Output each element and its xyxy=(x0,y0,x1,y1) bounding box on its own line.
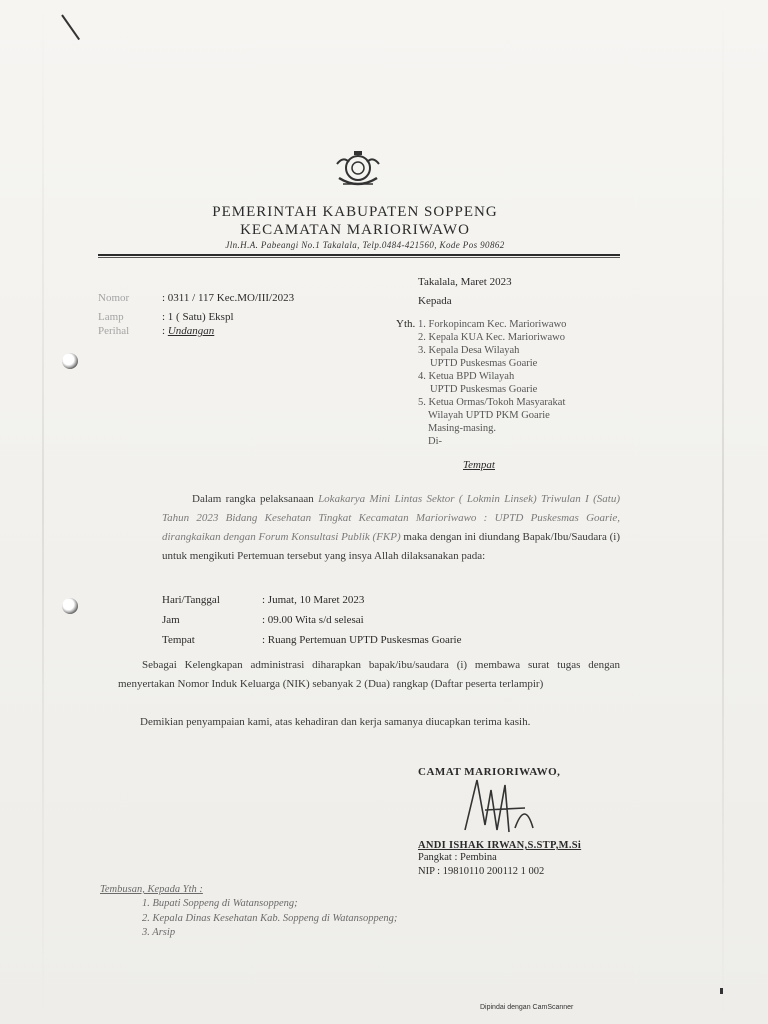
place-date: Takalala, Maret 2023 xyxy=(418,276,512,288)
letterhead-line2: KECAMATAN MARIORIWAWO xyxy=(240,222,470,238)
p1-start: Dalam rangka pelaksanaan xyxy=(192,493,319,505)
kepada-label: Kepada xyxy=(418,295,452,307)
tembusan-label: Tembusan, Kepada Yth : xyxy=(100,884,203,895)
scanner-watermark: Dipindai dengan CamScanner xyxy=(480,1004,574,1011)
tembusan-item: 2. Kepala Dinas Kesehatan Kab. Soppeng di Watansoppeng; xyxy=(142,913,398,924)
paper-right-edge xyxy=(722,0,724,1024)
p2-text: Sebagai Kelengkapan administrasi diharapkan bapak/ibu/saudara (i) membawa surat tugas dengan menyertakan Nomor Induk Keluarga (NIK) sebanyak 2 (Dua) rangkap (Daftar peserta terlampir) xyxy=(118,659,620,690)
body-paragraph-2 xyxy=(118,656,620,694)
recipient-item: 3. Kepala Desa Wilayah xyxy=(418,345,520,356)
letterhead-rule xyxy=(98,254,620,256)
recipient-item: 1. Forkopincam Kec. Marioriwawo xyxy=(418,319,567,330)
perihal-value: Undangan xyxy=(167,325,215,337)
yth-label: Yth. xyxy=(396,318,416,330)
lamp-label: Lamp xyxy=(98,311,124,323)
detail-value-date: : Jumat, 10 Maret 2023 xyxy=(262,594,365,606)
scan-speck xyxy=(720,988,723,994)
letterhead-line1: PEMERINTAH KABUPATEN SOPPENG xyxy=(212,204,498,220)
tembusan-item: 3. Arsip xyxy=(142,927,176,938)
recipient-item: UPTD Puskesmas Goarie xyxy=(430,384,538,395)
handwritten-signature-icon xyxy=(455,770,575,840)
signer-rank: Pangkat : Pembina xyxy=(418,852,497,863)
recipient-list xyxy=(418,318,718,448)
punch-hole-icon xyxy=(62,598,78,614)
letterhead-address: Jln.H.A. Pabeangi No.1 Takalala, Telp.0484-421560, Kode Pos 90862 xyxy=(225,240,505,250)
nomor-label: Nomor xyxy=(98,292,130,304)
recipient-item: Wilayah UPTD PKM Goarie xyxy=(428,410,550,421)
lamp-value: : 1 ( Satu) Ekspl xyxy=(162,311,234,323)
tempat-label: Tempat xyxy=(463,459,495,471)
tembusan-item: 1. Bupati Soppeng di Watansoppeng; xyxy=(142,898,298,909)
perihal-separator: : xyxy=(162,325,166,337)
body-paragraph-1 xyxy=(162,490,620,566)
detail-value-time: : 09.00 Wita s/d selesai xyxy=(262,614,364,626)
signer-name: ANDI ISHAK IRWAN,S.STP,M.Si xyxy=(418,840,582,851)
paper-left-edge xyxy=(42,0,44,1024)
detail-value-place: : Ruang Pertemuan UPTD Puskesmas Goarie xyxy=(262,634,462,646)
body-paragraph-3: Demikian penyampaian kami, atas kehadiran dan kerja samanya diucapkan terima kasih. xyxy=(140,716,531,728)
recipient-item: UPTD Puskesmas Goarie xyxy=(430,358,538,369)
recipient-item: 5. Ketua Ormas/Tokoh Masyarakat xyxy=(418,397,566,408)
recipient-item: 4. Ketua BPD Wilayah xyxy=(418,371,515,382)
perihal-row xyxy=(162,325,214,337)
nomor-value: : 0311 / 117 Kec.MO/III/2023 xyxy=(162,292,295,304)
government-crest-icon xyxy=(329,148,387,194)
recipient-item: 2. Kepala KUA Kec. Marioriwawo xyxy=(418,332,565,343)
p1-end: maka dengan ini diundang Bapak/Ibu/Saudara (i) untuk mengikuti Pertemuan tersebut yang insya Allah dilaksanakan pada: xyxy=(162,531,620,562)
punch-hole-icon xyxy=(62,353,78,369)
signer-title: CAMAT MARIORIWAWO, xyxy=(418,766,561,778)
detail-label-time: Jam xyxy=(162,614,180,626)
detail-label-place: Tempat xyxy=(162,634,195,646)
signer-nip: NIP : 19810110 200112 1 002 xyxy=(418,866,545,877)
p1-italic: Lokakarya Mini Lintas Sektor ( Lokmin Linsek) Triwulan I (Satu) Tahun 2023 Bidang Kesehatan Tingkat Kecamatan Marioriwawo : UPTD Puskesmas Goarie, dirangkaikan dengan Forum Konsultasi Publik (FKP) xyxy=(162,493,621,543)
recipient-item: Masing-masing. xyxy=(428,423,496,434)
detail-label-date: Hari/Tanggal xyxy=(162,594,220,606)
recipient-item: Di- xyxy=(428,436,442,447)
letterhead-rule-thin xyxy=(98,257,620,258)
pen-scratch-mark xyxy=(61,14,80,40)
perihal-label: Perihal xyxy=(98,325,130,337)
